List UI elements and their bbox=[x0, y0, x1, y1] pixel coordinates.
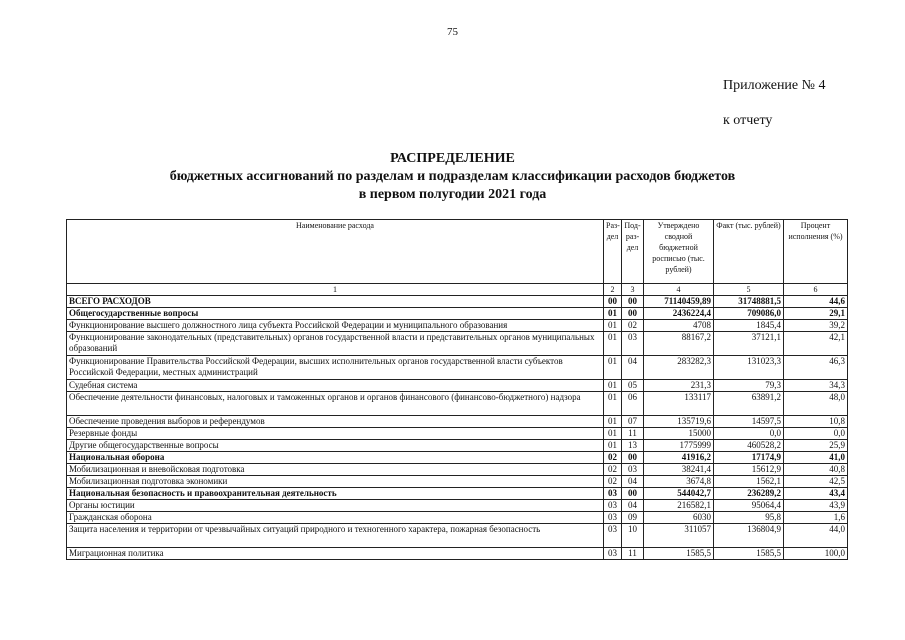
row-percent: 44,6 bbox=[784, 296, 848, 308]
row-approved: 283282,3 bbox=[644, 356, 714, 380]
row-name: Национальная оборона bbox=[67, 452, 604, 464]
column-number: 6 bbox=[784, 284, 848, 296]
row-fact: 14597,5 bbox=[714, 416, 784, 428]
row-percent: 43,4 bbox=[784, 488, 848, 500]
row-podrazdel: 11 bbox=[622, 428, 644, 440]
row-podrazdel: 06 bbox=[622, 392, 644, 416]
row-percent: 48,0 bbox=[784, 392, 848, 416]
table-row bbox=[67, 512, 848, 524]
row-approved: 216582,1 bbox=[644, 500, 714, 512]
row-name: Защита населения и территории от чрезвычайных ситуаций природного и техногенного характера, пожарная безопасность bbox=[67, 524, 604, 548]
row-approved: 4708 bbox=[644, 320, 714, 332]
row-fact: 63891,2 bbox=[714, 392, 784, 416]
table-row bbox=[67, 392, 848, 416]
row-razdel: 03 bbox=[604, 488, 622, 500]
row-name: Гражданская оборона bbox=[67, 512, 604, 524]
row-razdel: 03 bbox=[604, 500, 622, 512]
row-approved: 38241,4 bbox=[644, 464, 714, 476]
header-fact: Факт (тыс. рублей) bbox=[714, 220, 784, 284]
header-percent: Процент исполнения (%) bbox=[784, 220, 848, 284]
row-name: Функционирование законодательных (представительных) органов государственной власти и представительных органов муниципальных образований bbox=[67, 332, 604, 356]
row-percent: 1,6 bbox=[784, 512, 848, 524]
row-percent: 100,0 bbox=[784, 548, 848, 560]
row-approved: 15000 bbox=[644, 428, 714, 440]
row-podrazdel: 04 bbox=[622, 500, 644, 512]
row-percent: 40,8 bbox=[784, 464, 848, 476]
row-fact: 17174,9 bbox=[714, 452, 784, 464]
row-approved: 41916,2 bbox=[644, 452, 714, 464]
row-razdel: 02 bbox=[604, 476, 622, 488]
row-razdel: 01 bbox=[604, 356, 622, 380]
column-number: 2 bbox=[604, 284, 622, 296]
table-row bbox=[67, 476, 848, 488]
row-fact: 236289,2 bbox=[714, 488, 784, 500]
row-razdel: 03 bbox=[604, 524, 622, 548]
row-podrazdel: 07 bbox=[622, 416, 644, 428]
column-number: 5 bbox=[714, 284, 784, 296]
row-name: Общегосударственные вопросы bbox=[67, 308, 604, 320]
row-percent: 10,8 bbox=[784, 416, 848, 428]
table-row bbox=[67, 380, 848, 392]
row-fact: 1845,4 bbox=[714, 320, 784, 332]
row-name: Обеспечение проведения выборов и референдумов bbox=[67, 416, 604, 428]
row-percent: 42,1 bbox=[784, 332, 848, 356]
row-fact: 95,8 bbox=[714, 512, 784, 524]
row-approved: 2436224,4 bbox=[644, 308, 714, 320]
table-row bbox=[67, 464, 848, 476]
table-row bbox=[67, 440, 848, 452]
row-razdel: 03 bbox=[604, 512, 622, 524]
row-podrazdel: 00 bbox=[622, 488, 644, 500]
row-percent: 39,2 bbox=[784, 320, 848, 332]
row-approved: 1585,5 bbox=[644, 548, 714, 560]
row-podrazdel: 00 bbox=[622, 452, 644, 464]
row-podrazdel: 00 bbox=[622, 296, 644, 308]
row-name: Миграционная политика bbox=[67, 548, 604, 560]
row-name: Резервные фонды bbox=[67, 428, 604, 440]
table-row bbox=[67, 416, 848, 428]
to-report-label: к отчету bbox=[723, 113, 773, 128]
row-approved: 3674,8 bbox=[644, 476, 714, 488]
row-podrazdel: 03 bbox=[622, 332, 644, 356]
row-approved: 6030 bbox=[644, 512, 714, 524]
row-percent: 41,0 bbox=[784, 452, 848, 464]
row-name: Функционирование Правительства Российской Федерации, высших исполнительных органов государственной власти субъектов Российской Федерации, местных администраций bbox=[67, 356, 604, 380]
title-line-3: в первом полугодии 2021 года bbox=[358, 187, 547, 202]
row-percent: 44,0 bbox=[784, 524, 848, 548]
table-row bbox=[67, 452, 848, 464]
row-approved: 135719,6 bbox=[644, 416, 714, 428]
row-razdel: 03 bbox=[604, 548, 622, 560]
header-podrazdel: Под- раз- дел bbox=[622, 220, 644, 284]
budget-table bbox=[66, 219, 848, 560]
row-fact: 31748881,5 bbox=[714, 296, 784, 308]
row-razdel: 01 bbox=[604, 320, 622, 332]
row-fact: 1585,5 bbox=[714, 548, 784, 560]
row-razdel: 01 bbox=[604, 428, 622, 440]
row-razdel: 01 bbox=[604, 332, 622, 356]
row-fact: 131023,3 bbox=[714, 356, 784, 380]
table-row bbox=[67, 296, 848, 308]
row-podrazdel: 10 bbox=[622, 524, 644, 548]
row-razdel: 00 bbox=[604, 296, 622, 308]
row-podrazdel: 04 bbox=[622, 476, 644, 488]
row-fact: 0,0 bbox=[714, 428, 784, 440]
row-percent: 43,9 bbox=[784, 500, 848, 512]
row-podrazdel: 09 bbox=[622, 512, 644, 524]
column-number-row bbox=[67, 284, 848, 296]
row-podrazdel: 00 bbox=[622, 308, 644, 320]
column-number: 3 bbox=[622, 284, 644, 296]
table-row bbox=[67, 548, 848, 560]
header-name: Наименование расхода bbox=[67, 220, 604, 284]
row-razdel: 01 bbox=[604, 440, 622, 452]
row-name: Функционирование высшего должностного лица субъекта Российской Федерации и муниципального образования bbox=[67, 320, 604, 332]
document-title bbox=[0, 150, 905, 204]
table-row bbox=[67, 320, 848, 332]
row-podrazdel: 11 bbox=[622, 548, 644, 560]
row-podrazdel: 13 bbox=[622, 440, 644, 452]
row-percent: 29,1 bbox=[784, 308, 848, 320]
row-razdel: 01 bbox=[604, 416, 622, 428]
row-approved: 133117 bbox=[644, 392, 714, 416]
row-razdel: 01 bbox=[604, 308, 622, 320]
row-name: Мобилизационная и вневойсковая подготовка bbox=[67, 464, 604, 476]
row-podrazdel: 02 bbox=[622, 320, 644, 332]
row-podrazdel: 03 bbox=[622, 464, 644, 476]
row-name: ВСЕГО РАСХОДОВ bbox=[67, 296, 604, 308]
row-approved: 88167,2 bbox=[644, 332, 714, 356]
row-percent: 42,5 bbox=[784, 476, 848, 488]
page-number: 75 bbox=[447, 26, 458, 38]
column-number: 1 bbox=[67, 284, 604, 296]
row-percent: 34,3 bbox=[784, 380, 848, 392]
row-approved: 71140459,89 bbox=[644, 296, 714, 308]
row-approved: 544042,7 bbox=[644, 488, 714, 500]
table-row bbox=[67, 524, 848, 548]
header-approved: Утверждено сводной бюджетной росписью (тыс. рублей) bbox=[644, 220, 714, 284]
row-name: Обеспечение деятельности финансовых, налоговых и таможенных органов и органов финансового (финансово-бюджетного) надзора bbox=[67, 392, 604, 416]
table-row bbox=[67, 428, 848, 440]
row-name: Мобилизационная подготовка экономики bbox=[67, 476, 604, 488]
row-approved: 311057 bbox=[644, 524, 714, 548]
row-percent: 25,9 bbox=[784, 440, 848, 452]
header-razdel: Раз- дел bbox=[604, 220, 622, 284]
row-fact: 37121,1 bbox=[714, 332, 784, 356]
row-fact: 136804,9 bbox=[714, 524, 784, 548]
row-name: Национальная безопасность и правоохранительная деятельность bbox=[67, 488, 604, 500]
row-razdel: 02 bbox=[604, 464, 622, 476]
row-name: Органы юстиции bbox=[67, 500, 604, 512]
table-row bbox=[67, 488, 848, 500]
row-fact: 460528,2 bbox=[714, 440, 784, 452]
row-razdel: 01 bbox=[604, 392, 622, 416]
row-percent: 46,3 bbox=[784, 356, 848, 380]
row-razdel: 02 bbox=[604, 452, 622, 464]
table-row bbox=[67, 500, 848, 512]
row-fact: 709086,0 bbox=[714, 308, 784, 320]
title-line-2: бюджетных ассигнований по разделам и подразделам классификации расходов бюджетов bbox=[169, 169, 736, 184]
title-line-1: РАСПРЕДЕЛЕНИЕ bbox=[390, 151, 515, 166]
row-name: Другие общегосударственные вопросы bbox=[67, 440, 604, 452]
table-row bbox=[67, 332, 848, 356]
row-approved: 231,3 bbox=[644, 380, 714, 392]
appendix-label: Приложение № 4 bbox=[723, 78, 826, 93]
table-row bbox=[67, 356, 848, 380]
row-fact: 15612,9 bbox=[714, 464, 784, 476]
table-row bbox=[67, 308, 848, 320]
column-number: 4 bbox=[644, 284, 714, 296]
row-razdel: 01 bbox=[604, 380, 622, 392]
row-podrazdel: 05 bbox=[622, 380, 644, 392]
row-name: Судебная система bbox=[67, 380, 604, 392]
row-fact: 1562,1 bbox=[714, 476, 784, 488]
row-approved: 1775999 bbox=[644, 440, 714, 452]
row-podrazdel: 04 bbox=[622, 356, 644, 380]
row-fact: 79,3 bbox=[714, 380, 784, 392]
row-percent: 0,0 bbox=[784, 428, 848, 440]
row-fact: 95064,4 bbox=[714, 500, 784, 512]
